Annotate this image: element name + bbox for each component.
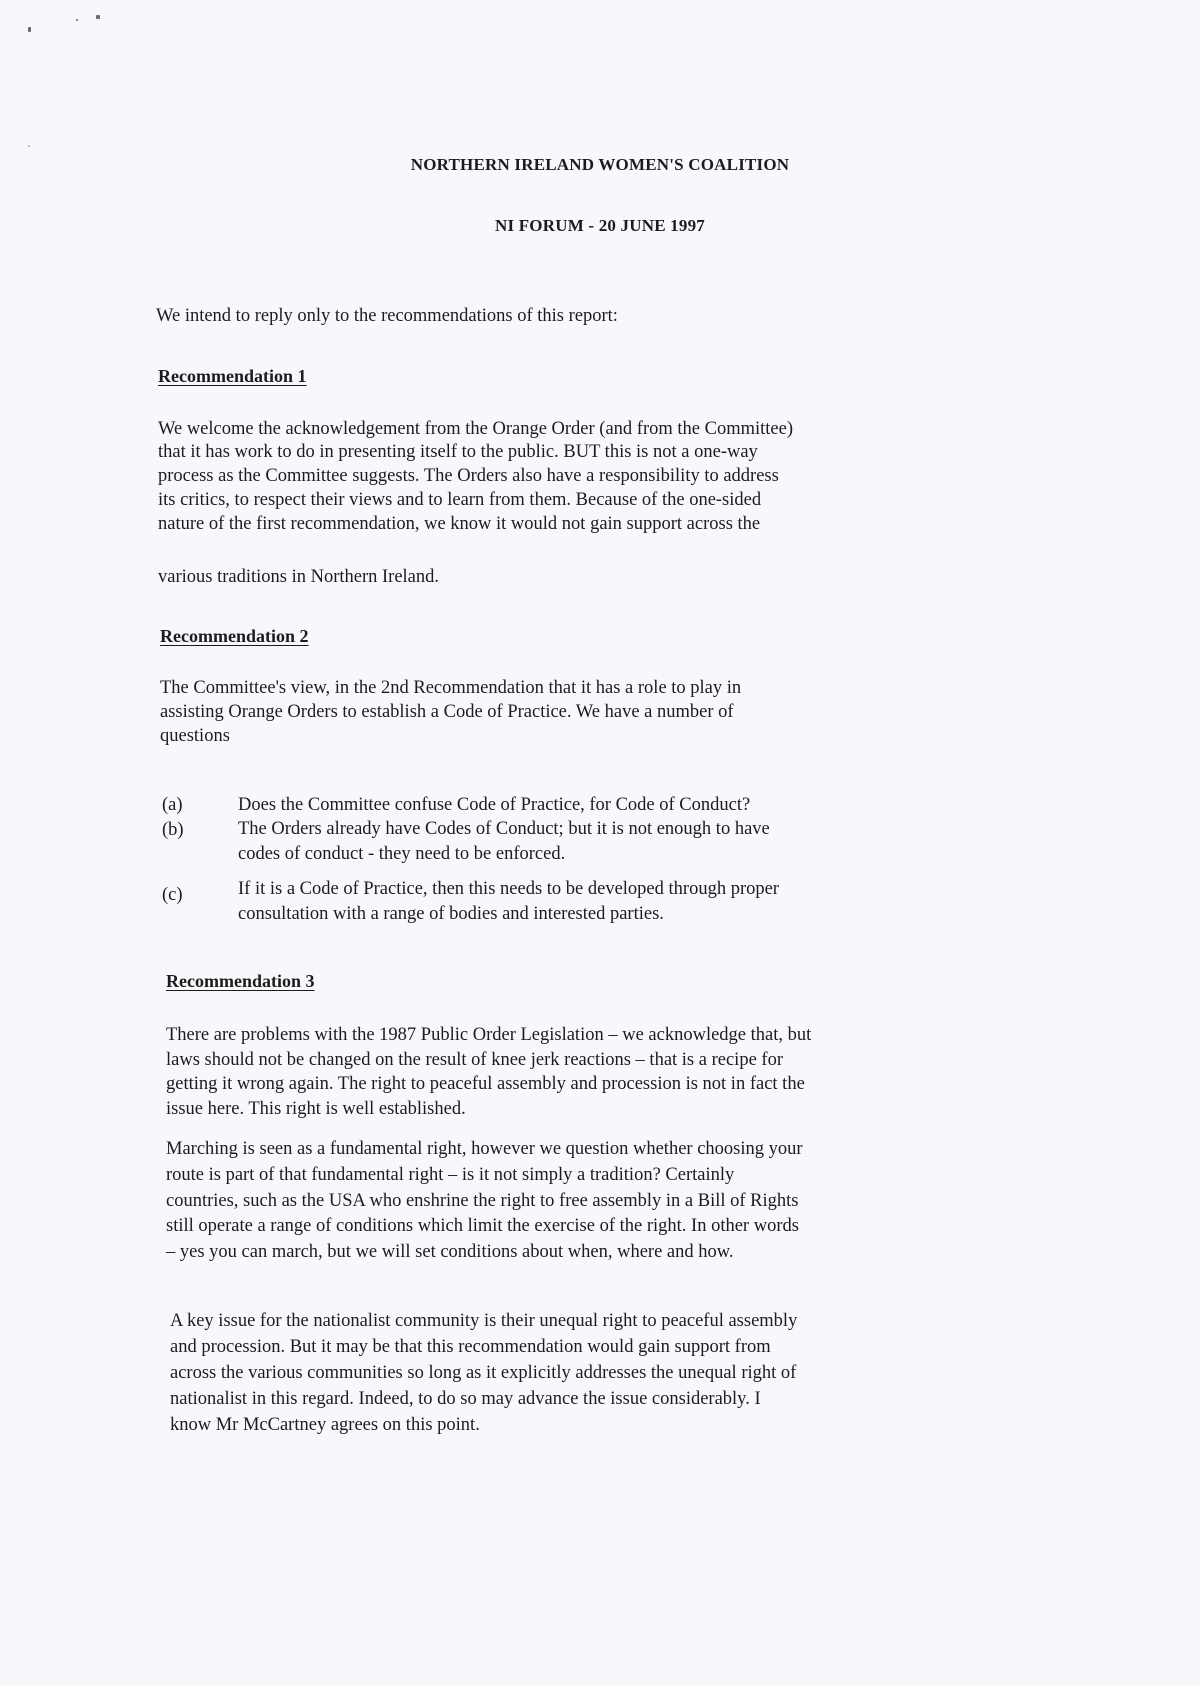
paragraph-line: questions bbox=[160, 726, 230, 746]
intro-text: We intend to reply only to the recommendations of this report: bbox=[156, 306, 618, 326]
scan-speck bbox=[76, 19, 78, 21]
scan-speck bbox=[28, 27, 31, 32]
paragraph-line: its critics, to respect their views and to learn from them. Because of the one-sided bbox=[158, 490, 762, 510]
paragraph-line: know Mr McCartney agrees on this point. bbox=[170, 1415, 480, 1435]
paragraph-line: – yes you can march, but we will set conditions about when, where and how. bbox=[166, 1242, 734, 1262]
list-item-text: codes of conduct - they need to be enforced. bbox=[238, 844, 566, 864]
paragraph-line: nature of the first recommendation, we know it would not gain support across the bbox=[158, 514, 761, 534]
paragraph-line: getting it wrong again. The right to peaceful assembly and procession is not in fact the bbox=[166, 1074, 805, 1094]
list-item-label: (a) bbox=[162, 795, 183, 815]
paragraph-line: across the various communities so long as it explicitly addresses the unequal right of bbox=[170, 1363, 797, 1383]
paragraph-line: various traditions in Northern Ireland. bbox=[158, 567, 440, 587]
paragraph-line: issue here. This right is well established. bbox=[166, 1099, 466, 1119]
paragraph-line: laws should not be changed on the result of knee jerk reactions – that is a recipe for bbox=[166, 1050, 783, 1070]
section-heading-recommendation-1: Recommendation 1 bbox=[158, 366, 307, 386]
organization-title: NORTHERN IRELAND WOMEN'S COALITION bbox=[410, 155, 790, 174]
list-item-label: (b) bbox=[162, 820, 184, 840]
paragraph-line: that it has work to do in presenting itself to the public. BUT this is not a one-way bbox=[158, 442, 758, 462]
paragraph-line: and procession. But it may be that this recommendation would gain support from bbox=[170, 1337, 771, 1357]
scan-speck bbox=[28, 145, 30, 147]
paragraph-line: There are problems with the 1987 Public Order Legislation – we acknowledge that, but bbox=[166, 1025, 812, 1045]
paragraph-line: still operate a range of conditions which limit the exercise of the right. In other words bbox=[166, 1216, 799, 1236]
paragraph-line: countries, such as the USA who enshrine the right to free assembly in a Bill of Rights bbox=[166, 1191, 799, 1211]
scan-speck bbox=[96, 15, 100, 19]
paragraph-line: The Committee's view, in the 2nd Recommendation that it has a role to play in bbox=[160, 678, 742, 698]
list-item-text: The Orders already have Codes of Conduct; but it is not enough to have bbox=[238, 819, 770, 839]
paragraph-line: route is part of that fundamental right – is it not simply a tradition? Certainly bbox=[166, 1165, 735, 1185]
section-heading-recommendation-2: Recommendation 2 bbox=[160, 626, 309, 646]
list-item-text: consultation with a range of bodies and interested parties. bbox=[238, 904, 664, 924]
paragraph-line: A key issue for the nationalist community is their unequal right to peaceful assembly bbox=[170, 1311, 798, 1331]
list-item-label: (c) bbox=[162, 885, 183, 905]
paragraph-line: nationalist in this regard. Indeed, to do so may advance the issue considerably. I bbox=[170, 1389, 761, 1409]
list-item-text: If it is a Code of Practice, then this needs to be developed through proper bbox=[238, 879, 779, 899]
list-item-text: Does the Committee confuse Code of Practice, for Code of Conduct? bbox=[238, 795, 751, 815]
paragraph-line: process as the Committee suggests. The Orders also have a responsibility to address bbox=[158, 466, 779, 486]
paragraph-line: assisting Orange Orders to establish a Code of Practice. We have a number of bbox=[160, 702, 734, 722]
paragraph-line: We welcome the acknowledgement from the Orange Order (and from the Committee) bbox=[158, 419, 793, 439]
paragraph-line: Marching is seen as a fundamental right, however we question whether choosing your bbox=[166, 1139, 803, 1159]
section-heading-recommendation-3: Recommendation 3 bbox=[166, 971, 315, 991]
forum-date-title: NI FORUM - 20 JUNE 1997 bbox=[494, 216, 705, 235]
